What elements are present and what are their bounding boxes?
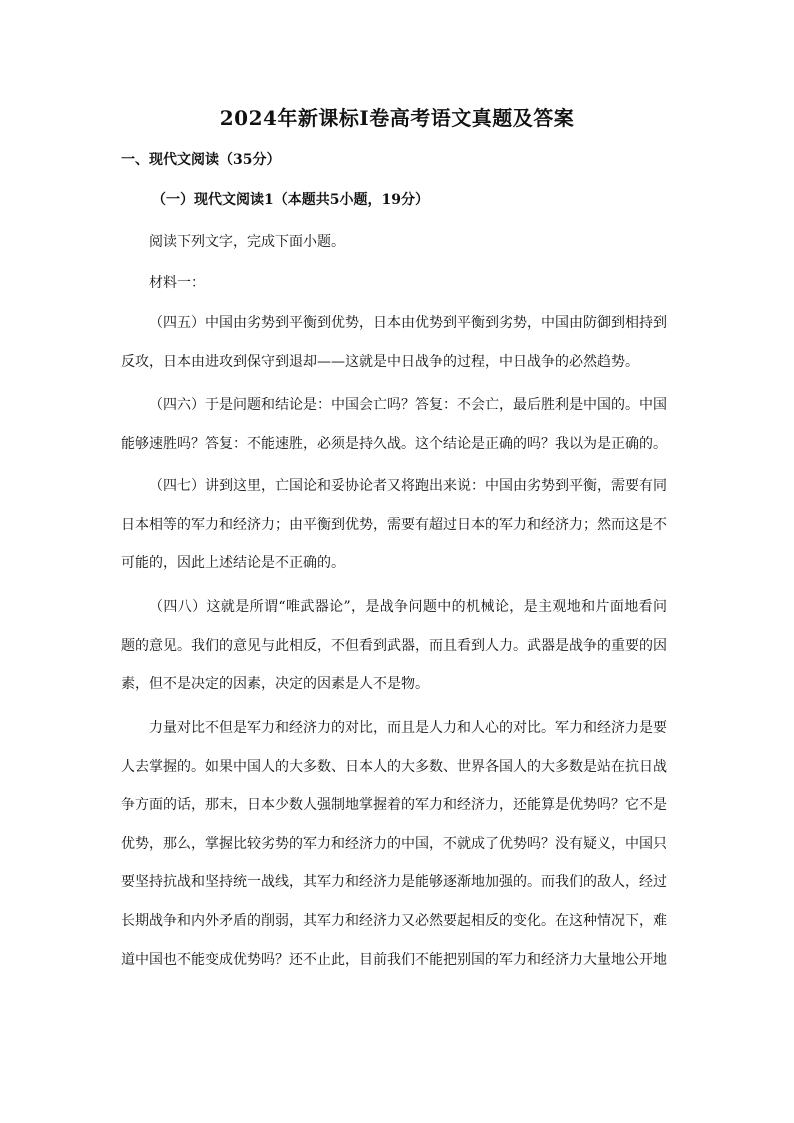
paragraph-power-comparison: 力量对比不但是军力和经济力的对比，而且是人力和人心的对比。军力和经济力是要人去掌握的。如果中国人的大多数、日本人的大多数、世界各国人的大多数是站在抗日战争方面的话，那末，日本少数人强制地掌握着的军力和经济力，还能算是优势吗？它不是优势，那么，掌握比较劣势的军力和经济力的中国，不就成了优势吗？没有疑义，中国只要坚持抗战和坚持统一战线，其军力和经济力是能够逐渐地加强的。而我们的敌人，经过长期战争和内外矛盾的削弱，其军力和经济力又必然要起相反的变化。在这种情况下，难道中国也不能变成优势吗？还不止此，目前我们不能把别国的军力和经济力大量地公开地 [121, 720, 667, 968]
document-title: 2024年新课标I卷高考语文真题及答案 [219, 106, 575, 130]
paragraph-46: （四六）于是问题和结论是：中国会亡吗？答复：不会亡，最后胜利是中国的。中国能够速胜吗？答复：不能速胜，必须是持久战。这个结论是正确的吗？我以为是正确的。 [121, 397, 667, 452]
section-heading: 一、现代文阅读（35分） [121, 152, 281, 168]
instruction-text: 阅读下列文字，完成下面小题。 [149, 234, 345, 250]
material-label: 材料一： [149, 275, 205, 291]
sub-heading: （一）现代文阅读1（本题共5小题，19分） [152, 192, 429, 208]
paragraph-45: （四五）中国由劣势到平衡到优势，日本由优势到平衡到劣势，中国由防御到相持到反攻，日本由进攻到保守到退却——这就是中日战争的过程，中日战争的必然趋势。 [121, 315, 667, 370]
paragraph-48: （四八）这就是所谓“唯武器论”，是战争问题中的机械论，是主观地和片面地看问题的意见。我们的意见与此相反，不但看到武器，而且看到人力。武器是战争的重要的因素，但不是决定的因素，决定的因素是人不是物。 [121, 599, 667, 693]
paragraph-47: （四七）讲到这里，亡国论和妥协论者又将跑出来说：中国由劣势到平衡，需要有同日本相等的军力和经济力；由平衡到优势，需要有超过日本的军力和经济力；然而这是不可能的，因此上述结论是不正确的。 [121, 478, 667, 572]
